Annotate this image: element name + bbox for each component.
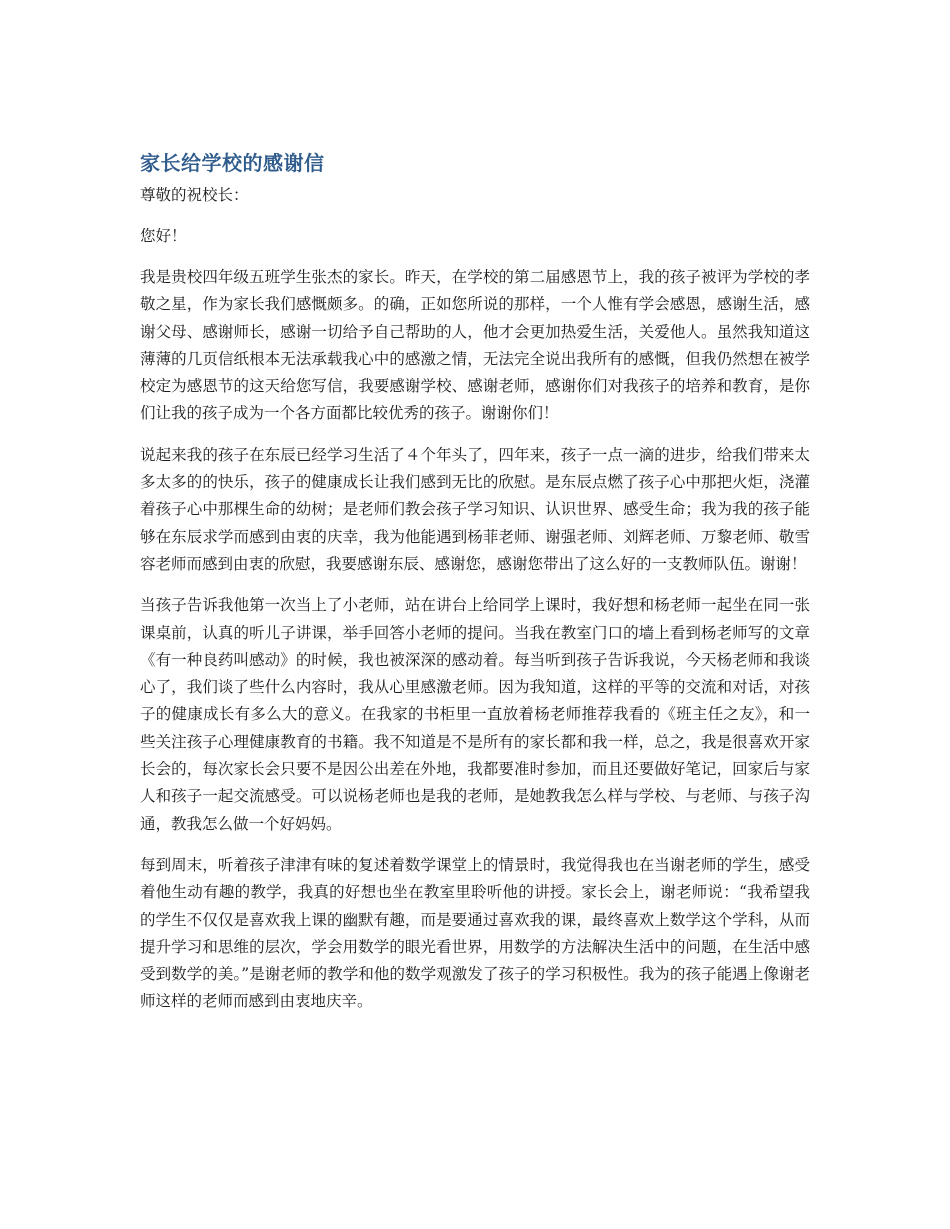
paragraph-2: 说起来我的孩子在东辰已经学习生活了４个年头了，四年来，孩子一点一滴的进步，给我们带来太多太多的的快乐，孩子的健康成长让我们感到无比的欣慰。是东辰点燃了孩子心中那把火炬，浇灌着孩子心中那棵生命的幼树；是老师们教会孩子学习知识、认识世界、感受生命；我为我的孩子能够在东辰求学而感到由衷的庆幸，我为他能遇到杨菲老师、谢强老师、刘辉老师、万黎老师、敬雪容老师而感到由衷的欣慰，我要感谢东辰、感谢您，感谢您带出了这么好的一支教师队伍。谢谢！: [140, 445, 810, 573]
paragraph-3: 当孩子告诉我他第一次当上了小老师，站在讲台上给同学上课时，我好想和杨老师一起坐在同一张课桌前，认真的听儿子讲课，举手回答小老师的提问。当我在教室门口的墙上看到杨老师写的文章《有一种良药叫感动》的时候，我也被深深的感动着。每当听到孩子告诉我说，今天杨老师和我谈心了，我们谈了些什么内容时，我从心里感激老师。因为我知道，这样的平等的交流和对话，对孩子的健康成长有多么大的意义。在我家的书柜里一直放着杨老师推荐我看的《班主任之友》，和一些关注孩子心理健康教育的书籍。我不知道是不是所有的家长都和我一样，总之，我是很喜欢开家长会的，每次家长会只要不是因公出差在外地，我都要准时参加，而且还要做好笔记，回家后与家人和孩子一起交流感受。可以说杨老师也是我的老师，是她教我怎么样与学校、与老师、与孩子沟通，教我怎么做一个好妈妈。: [140, 596, 810, 833]
greeting: 您好！: [140, 227, 187, 245]
paragraph-1: 我是贵校四年级五班学生张杰的家长。昨天，在学校的第二届感恩节上，我的孩子被评为学校的孝敬之星，作为家长我们感慨颇多。的确，正如您所说的那样，一个人惟有学会感恩，感谢生活，感谢父母、感谢师长，感谢一切给予自己帮助的人，他才会更加热爱生活，关爱他人。虽然我知道这薄薄的几页信纸根本无法承载我心中的感激之情，无法完全说出我所有的感慨，但我仍然想在被学校定为感恩节的这天给您写信，我要感谢学校、感谢老师，感谢你们对我孩子的培养和教育，是你们让我的孩子成为一个各方面都比较优秀的孩子。谢谢你们！: [140, 268, 810, 423]
document-title: 家长给学校的感谢信: [140, 151, 325, 175]
paragraph-4: 每到周末，听着孩子津津有味的复述着数学课堂上的情景时，我觉得我也在当谢老师的学生，感受着他生动有趣的教学，我真的好想也坐在教室里聆听他的讲授。家长会上，谢老师说：“我希望我的学生不仅仅是喜欢我上课的幽默有趣，而是要通过喜欢我的课，最终喜欢上数学这个学科，从而提升学习和思维的层次，学会用数学的眼光看世界，用数学的方法解决生活中的问题，在生活中感受到数学的美。”是谢老师的教学和他的数学观激发了孩子的学习积极性。我为的孩子能遇上像谢老师这样的老师而感到由衷地庆辛。: [140, 855, 810, 1011]
salutation: 尊敬的祝校长：: [140, 186, 249, 204]
letter-document: [140, 148, 810, 1030]
